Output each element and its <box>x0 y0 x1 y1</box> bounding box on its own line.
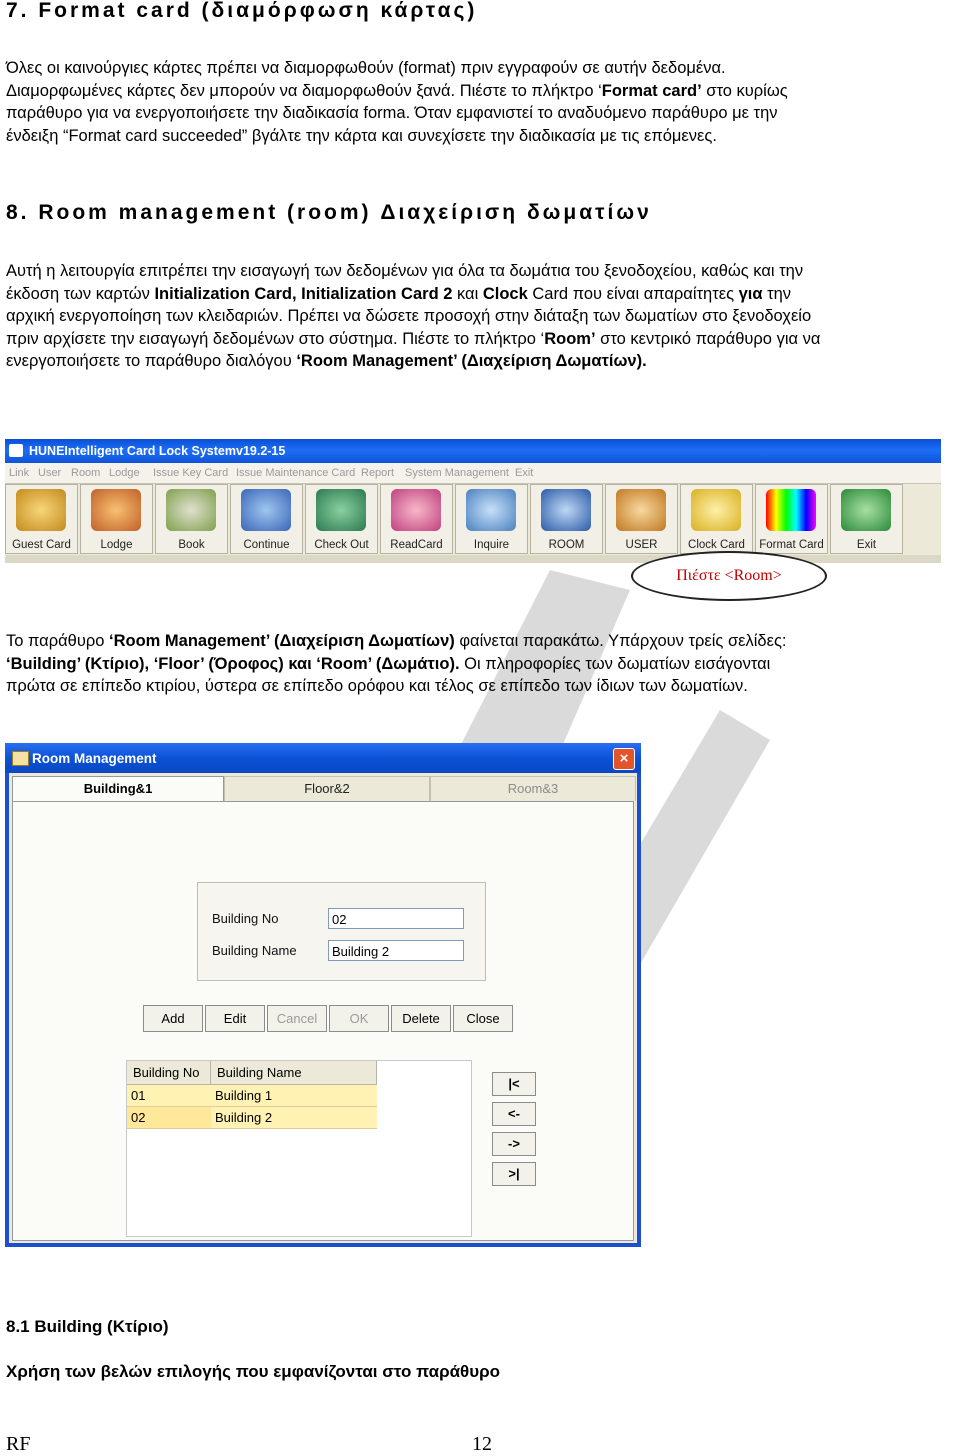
callout-press-room: Πιέστε <Room> <box>631 551 827 601</box>
app-icon <box>9 444 23 457</box>
tab-room[interactable]: Room&3 <box>430 776 636 801</box>
guest-card-button[interactable]: Guest Card <box>5 484 78 554</box>
buildings-table <box>126 1060 472 1237</box>
rm-titlebar <box>5 743 641 773</box>
continue-icon <box>241 489 291 531</box>
edit-button[interactable]: Edit <box>205 1005 265 1032</box>
close-button[interactable]: Close <box>453 1005 513 1032</box>
building-name-field[interactable]: Building 2 <box>328 940 464 961</box>
tab-page-building <box>12 801 634 1241</box>
table-cell[interactable]: 02 <box>127 1107 211 1129</box>
delete-button[interactable]: Delete <box>391 1005 451 1032</box>
section-8-1-heading: 8.1 Building (Κτίριο) <box>6 1317 169 1336</box>
column-header-building-name[interactable]: Building Name <box>211 1061 377 1085</box>
exit-icon <box>841 489 891 531</box>
lodge-button[interactable]: Lodge <box>80 484 153 554</box>
menu-exit[interactable]: Exit <box>515 467 534 479</box>
table-cell[interactable]: Building 1 <box>211 1085 377 1107</box>
text-line: Διαμορφωμένες κάρτες δεν μπορούν να διαμορφωθούν ξανά. Πιέστε το πλήκτρο ‘Format card’ στο κυρίως <box>6 81 788 100</box>
action-button-bar <box>143 1005 515 1033</box>
section-8-paragraph <box>6 260 820 373</box>
menu-link[interactable]: Link <box>9 467 30 479</box>
clock-icon <box>691 489 741 531</box>
book-icon <box>166 489 216 531</box>
continue-button[interactable]: Continue <box>230 484 303 554</box>
tab-floor[interactable]: Floor&2 <box>224 776 430 801</box>
text-line: Όλες οι καινούργιες κάρτες πρέπει να διαμορφωθούν (format) πριν εγγραφούν σε αυτήν δεδομένα. <box>6 59 726 77</box>
window-icon <box>12 751 29 766</box>
tab-building[interactable]: Building&1 <box>12 776 224 801</box>
first-record-button[interactable]: |< <box>492 1072 536 1096</box>
clock-card-button[interactable]: Clock Card <box>680 484 753 554</box>
next-record-button[interactable]: -> <box>492 1132 536 1156</box>
cancel-button[interactable]: Cancel <box>267 1005 327 1032</box>
text-line: Το παράθυρο ‘Room Management’ (Διαχείριση Δωματίων) φαίνεται παρακάτω. Υπάρχουν τρείς σελίδες: <box>6 632 787 650</box>
text-line: ‘Building’ (Κτίριο), ‘Floor’ (Όροφος) και ‘Room’ (Δωμάτιο). Οι πληροφορίες των δωματίων εισάγονται <box>6 654 771 673</box>
rm-title: Room Management <box>32 751 157 766</box>
door-exit-icon <box>316 489 366 531</box>
read-card-button[interactable]: ReadCard <box>380 484 453 554</box>
text-line: Αυτή η λειτουργία επιτρέπει την εισαγωγή των δεδομένων για όλα τα δωμάτια του ξενοδοχείου, καθώς και την <box>6 262 804 280</box>
building-no-field[interactable]: 02 <box>328 908 464 929</box>
menu-room[interactable]: Room <box>71 467 101 479</box>
user-icon <box>616 489 666 531</box>
rm-client-area <box>9 773 637 1243</box>
table-cell[interactable]: Building 2 <box>211 1107 377 1129</box>
section-8-heading: 8. Room management (room) Διαχείριση δωματίων <box>6 201 652 224</box>
room-button[interactable]: ROOM <box>530 484 603 554</box>
people-icon <box>91 489 141 531</box>
add-button[interactable]: Add <box>143 1005 203 1032</box>
building-no-label: Building No <box>212 911 279 926</box>
building-name-label: Building Name <box>212 943 297 958</box>
section-7-heading: 7. Format card (διαμόρφωση κάρτας) <box>6 0 478 22</box>
app-window-screenshot <box>5 439 941 563</box>
last-record-button[interactable]: >| <box>492 1162 536 1186</box>
magnifier-icon <box>466 489 516 531</box>
exit-button[interactable]: Exit <box>830 484 903 554</box>
color-bars-icon <box>766 489 816 531</box>
text-line: αρχική ενεργοποίηση των κλειδαριών. Πρέπει να δώσετε προσοχή στην διάταξη των δωματίων στο ξενοδοχείο <box>6 307 812 325</box>
house-icon <box>541 489 591 531</box>
footer-left: RF <box>6 1433 31 1455</box>
menu-lodge[interactable]: Lodge <box>109 467 140 479</box>
inquire-button[interactable]: Inquire <box>455 484 528 554</box>
text-line: ένδειξη “Format card succeeded” βγάλτε την κάρτα και συνεχίσετε την διαδικασία με τις επόμενες. <box>6 126 717 145</box>
user-button[interactable]: USER <box>605 484 678 554</box>
text-line: πρώτα σε επίπεδο κτιρίου, ύστερα σε επίπεδο ορόφου και τέλος σε επίπεδο των ίδιων των δωματίων. <box>6 677 748 695</box>
menu-issue-maintenance-card[interactable]: Issue Maintenance Card <box>236 467 356 479</box>
ok-button[interactable]: OK <box>329 1005 389 1032</box>
menu-system-management[interactable]: System Management <box>405 467 509 479</box>
column-header-building-no[interactable]: Building No <box>127 1061 211 1085</box>
check-out-button[interactable]: Check Out <box>305 484 378 554</box>
close-icon[interactable]: × <box>613 748 635 770</box>
table-cell[interactable]: 01 <box>127 1085 211 1107</box>
page-number: 12 <box>472 1433 492 1455</box>
text-line: ενεργοποιήσετε το παράθυρο διαλόγου ‘Room Management’ (Διαχείριση Δωματίων). <box>6 352 647 370</box>
app-titlebar <box>5 439 941 463</box>
menu-user[interactable]: User <box>38 467 62 479</box>
room-management-window <box>5 743 641 1247</box>
building-fields-group <box>197 882 486 981</box>
section-8-paragraph-2 <box>6 630 786 698</box>
read-card-icon <box>391 489 441 531</box>
book-button[interactable]: Book <box>155 484 228 554</box>
text-line: παράθυρο για να ενεργοποιήσετε την διαδικασία forma. Όταν εμφανιστεί το αναδυόμενο παράθυρο με την <box>6 104 778 122</box>
previous-record-button[interactable]: <- <box>492 1102 536 1126</box>
section-8-1-subheading: Χρήση των βελών επιλογής που εμφανίζονται στο παράθυρο <box>6 1362 501 1381</box>
menu-report[interactable]: Report <box>361 467 395 479</box>
section-7-paragraph <box>6 57 788 147</box>
app-title: HUNEIntelligent Card Lock Systemv19.2-15 <box>29 444 286 458</box>
menu-issue-key-card[interactable]: Issue Key Card <box>153 467 229 479</box>
format-card-button[interactable]: Format Card <box>755 484 828 554</box>
app-menubar <box>5 463 941 484</box>
key-icon <box>16 489 66 531</box>
text-line: έκδοση των καρτών Initialization Card, Initialization Card 2 και Clock Card που είναι απαραίτητες για την <box>6 284 792 303</box>
text-line: πριν αρχίσετε την εισαγωγή δεδομένων στο σύστημα. Πιέστε το πλήκτρο ‘Room’ στο κεντρικό παράθυρο για να <box>6 329 821 348</box>
